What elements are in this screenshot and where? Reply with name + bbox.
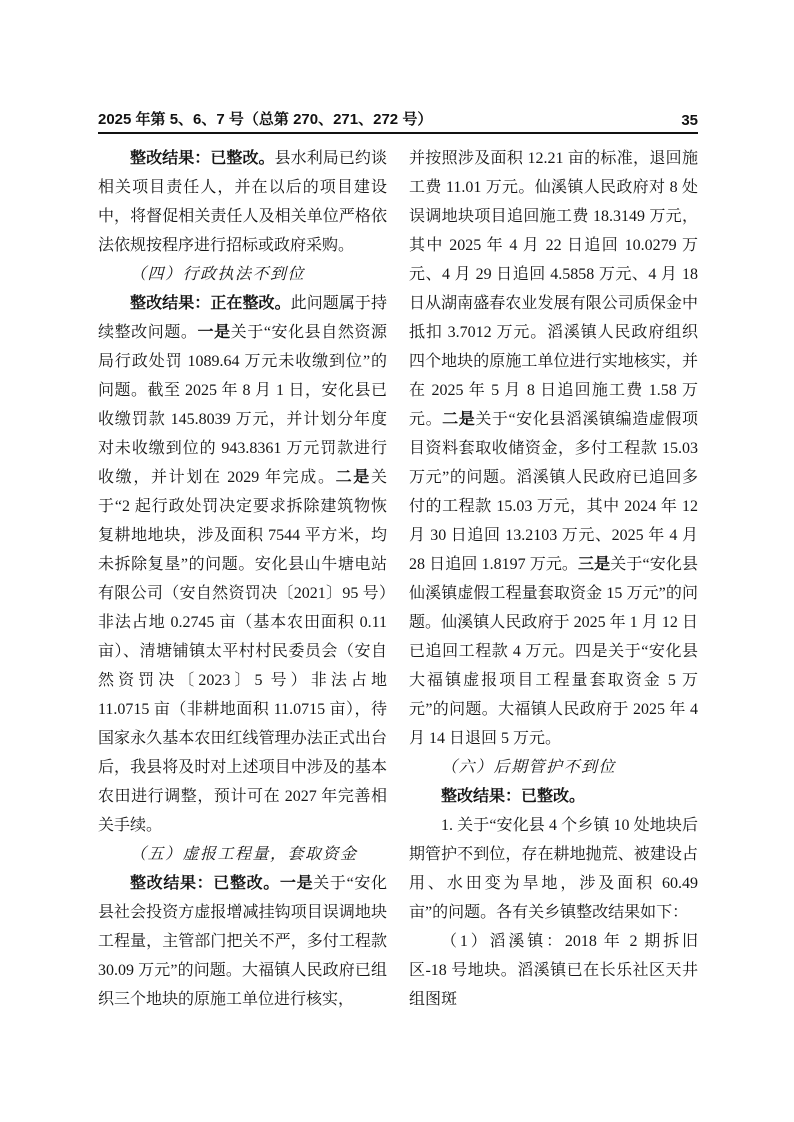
text-run: （1）滔溪镇：2018 年 2 期拆旧区-18 号地块。滔溪镇已在长乐社区天井组图斑: [409, 933, 698, 1008]
text-run: 县水利局已约谈相关项目责任人，并在以后的项目建设中，将督促相关责任人及相关单位严格依法依规按程序进行招标或政府采购。: [98, 150, 387, 254]
paragraph: [409, 782, 698, 811]
text-run: 关于“安化县滔溪镇编造虚假项目资料套取收储资金，多付工程款 15.03 万元”的问题。滔溪镇人民政府已追回多付的工程款 15.03 万元，其中 2024 年 12 月 30 日追回 13.2103 万元、2025 年 4 月 28 日追回 1.8197 万元。: [409, 411, 698, 573]
page-body: [98, 144, 698, 1014]
paragraph: [409, 144, 698, 753]
bold-text-run: 整改结果：已整改。一是: [130, 875, 314, 892]
bold-text-run: 二是: [442, 411, 476, 428]
text-run: （六）后期管护不到位: [441, 759, 617, 776]
running-head: [98, 108, 698, 134]
bold-text-run: 整改结果：已整改。: [130, 150, 275, 167]
paragraph: [409, 927, 698, 1014]
left-column: [98, 144, 387, 1014]
bold-text-run: 二是: [335, 469, 371, 486]
bold-text-run: 整改结果：正在整改。: [130, 295, 291, 312]
text-run: （五）虚报工程量，套取资金: [130, 846, 358, 863]
bold-text-run: 三是: [578, 556, 611, 573]
issue-label: 2025 年第 5、6、7 号（总第 270、271、272 号）: [98, 111, 433, 128]
text-run: 1. 关于“安化县 4 个乡镇 10 处地块后期管护不到位，存在耕地抛荒、被建设占用、水田变为旱地，涉及面积 60.49 亩”的问题。各有关乡镇整改结果如下：: [409, 817, 698, 921]
section-heading: [409, 753, 698, 782]
paragraph: [98, 289, 387, 840]
text-run: 并按照涉及面积 12.21 亩的标准，退回施工费 11.01 万元。仙溪镇人民政府对 8 处误调地块项目追回施工费 18.3149 万元，其中 2025 年 4 月 22 日追回 10.0279 万元、4 月 29 日追回 4.5858 万元、4 月 18 日从湖南盛春农业发展有限公司质保金中抵扣 3.7012 万元。滔溪镇人民政府组织四个地块的原施工单位进行实地核实，并在 2025 年 5 月 8 日追回施工费 1.58 万元。: [409, 150, 698, 428]
paragraph: [409, 811, 698, 927]
text-run: 关于“2 起行政处罚决定要求拆除建筑物恢复耕地地块，涉及面积 7544 平方米，均未拆除复垦”的问题。安化县山牛塘电站有限公司（安自然资罚决〔2021〕95 号）非法占地 0.2745 亩（基本农田面积 0.11 亩）、清塘铺镇太平村村民委员会（安自然资罚决〔2023〕5 号）非法占地 11.0715 亩（非耕地面积 11.0715 亩），待国家永久基本农田红线管理办法正式出台后，我县将及时对上述项目中涉及的基本农田进行调整，预计可在 2027 年完善相关手续。: [98, 469, 387, 834]
paragraph: [98, 144, 387, 260]
text-run: （四）行政执法不到位: [130, 266, 306, 283]
section-heading: [98, 260, 387, 289]
text-run: 关于“安化县自然资源局行政处罚 1089.64 万元未收缴到位”的问题。截至 2025 年 8 月 1 日，安化县已收缴罚款 145.8039 万元，并计划分年度对未收缴到位的 943.8361 万元罚款进行收缴，并计划在 2029 年完成。: [98, 324, 387, 486]
text-run: 关于“安化县社会投资方虚报增减挂钩项目误调地块工程量，主管部门把关不严，多付工程款 30.09 万元”的问题。大福镇人民政府已组织三个地块的原施工单位进行核实，: [98, 875, 387, 1008]
page-number: 35: [681, 112, 698, 129]
right-column: [409, 144, 698, 1014]
section-heading: [98, 840, 387, 869]
text-run: 此问题属于持续整改问题。: [98, 295, 387, 341]
text-run: 关于“安化县仙溪镇虚假工程量套取资金 15 万元”的问题。仙溪镇人民政府于 2025 年 1 月 12 日已追回工程款 4 万元。四是关于“安化县大福镇虚报项目工程量套取资金 5 万元”的问题。大福镇人民政府于 2025 年 4 月 14 日退回 5 万元。: [409, 556, 698, 747]
bold-text-run: 整改结果：已整改。: [441, 788, 586, 805]
bold-text-run: 一是: [197, 324, 231, 341]
paragraph: [98, 869, 387, 1014]
